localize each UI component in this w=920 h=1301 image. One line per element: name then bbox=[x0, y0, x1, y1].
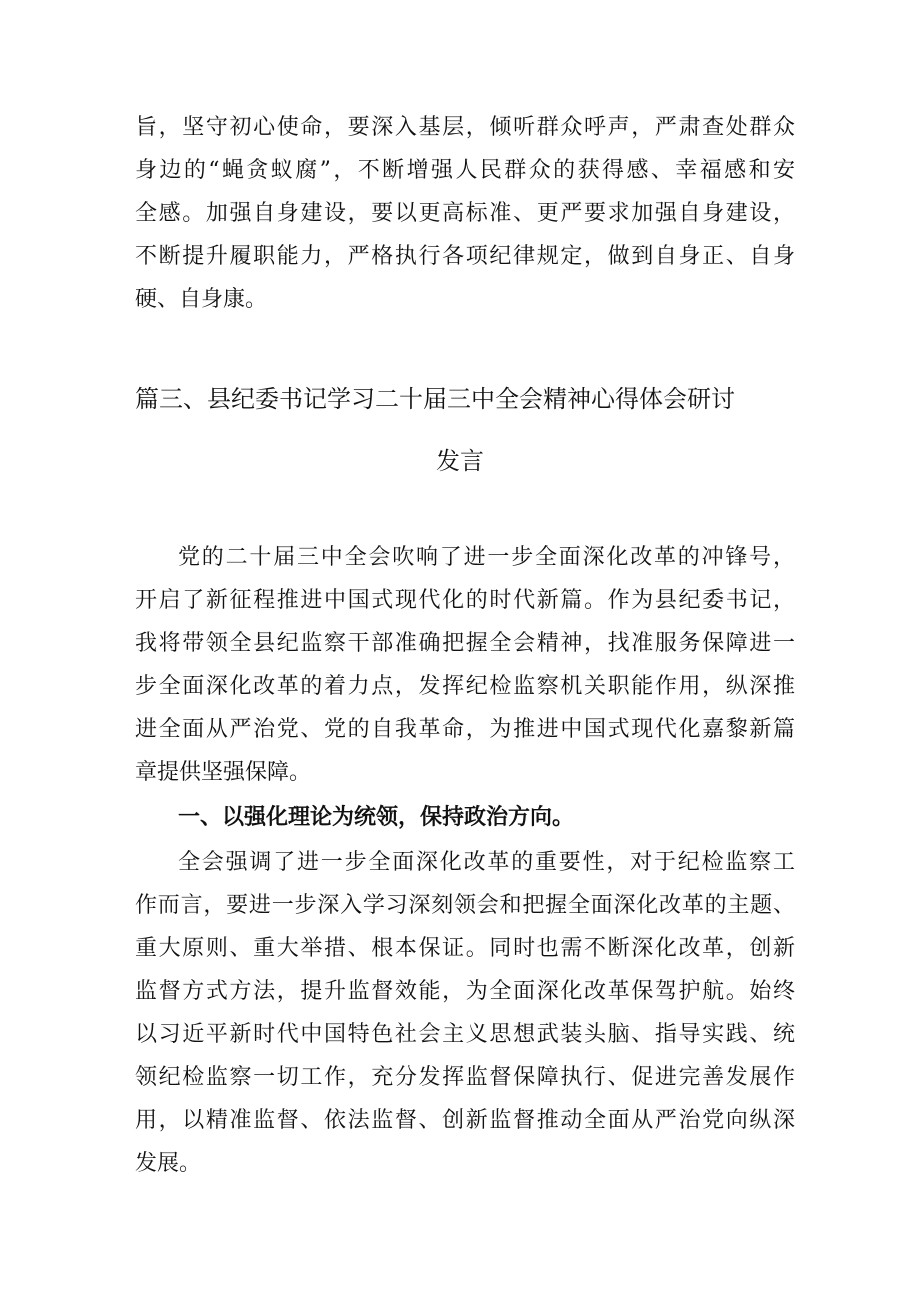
paragraph-line: 我将带领全县纪监察干部准确把握全会精神，找准服务保障进一 bbox=[135, 631, 795, 656]
paragraph-line: 发展。 bbox=[135, 1151, 202, 1176]
paragraph-line: 硬、自身康。 bbox=[135, 287, 268, 312]
paragraph-line: 领纪检监察一切工作，充分发挥监督保障执行、促进完善发展作 bbox=[135, 1065, 795, 1090]
paragraph-line: 不断提升履职能力，严格执行各项纪律规定，做到自身正、自身 bbox=[135, 244, 795, 269]
paragraph-line: 身边的“蝇贪蚁腐”，不断增强人民群众的获得感、幸福感和安 bbox=[135, 158, 795, 183]
paragraph-line: 章提供坚强保障。 bbox=[135, 760, 312, 785]
paragraph-line: 开启了新征程推进中国式现代化的时代新篇。作为县纪委书记， bbox=[135, 588, 795, 613]
paragraph-line: 全会强调了进一步全面深化改革的重要性，对于纪检监察工 bbox=[178, 850, 795, 875]
article-title-line1: 篇三、县纪委书记学习二十届三中全会精神心得体会研讨 bbox=[135, 385, 735, 413]
article-title-line2: 发言 bbox=[436, 447, 484, 475]
paragraph-line: 进全面从严治党、党的自我革命，为推进中国式现代化嘉黎新篇 bbox=[135, 717, 795, 742]
paragraph-line: 作而言，要进一步深入学习深刻领会和把握全面深化改革的主题、 bbox=[135, 893, 795, 918]
paragraph-line: 用，以精准监督、依法监督、创新监督推动全面从严治党向纵深 bbox=[135, 1108, 795, 1133]
paragraph-line: 以习近平新时代中国特色社会主义思想武装头脑、指导实践、统 bbox=[135, 1022, 795, 1047]
section-heading: 一、以强化理论为统领，保持政治方向。 bbox=[178, 805, 575, 830]
paragraph-line: 步全面深化改革的着力点，发挥纪检监察机关职能作用，纵深推 bbox=[135, 674, 795, 699]
paragraph-line: 监督方式方法，提升监督效能，为全面深化改革保驾护航。始终 bbox=[135, 979, 795, 1004]
paragraph-line: 全感。加强自身建设，要以更高标准、更严要求加强自身建设， bbox=[135, 201, 795, 226]
paragraph-line: 重大原则、重大举措、根本保证。同时也需不断深化改革，创新 bbox=[135, 936, 795, 961]
paragraph-line: 旨，坚守初心使命，要深入基层，倾听群众呼声，严肃查处群众 bbox=[135, 115, 795, 140]
paragraph-line: 党的二十届三中全会吹响了进一步全面深化改革的冲锋号， bbox=[178, 545, 795, 570]
